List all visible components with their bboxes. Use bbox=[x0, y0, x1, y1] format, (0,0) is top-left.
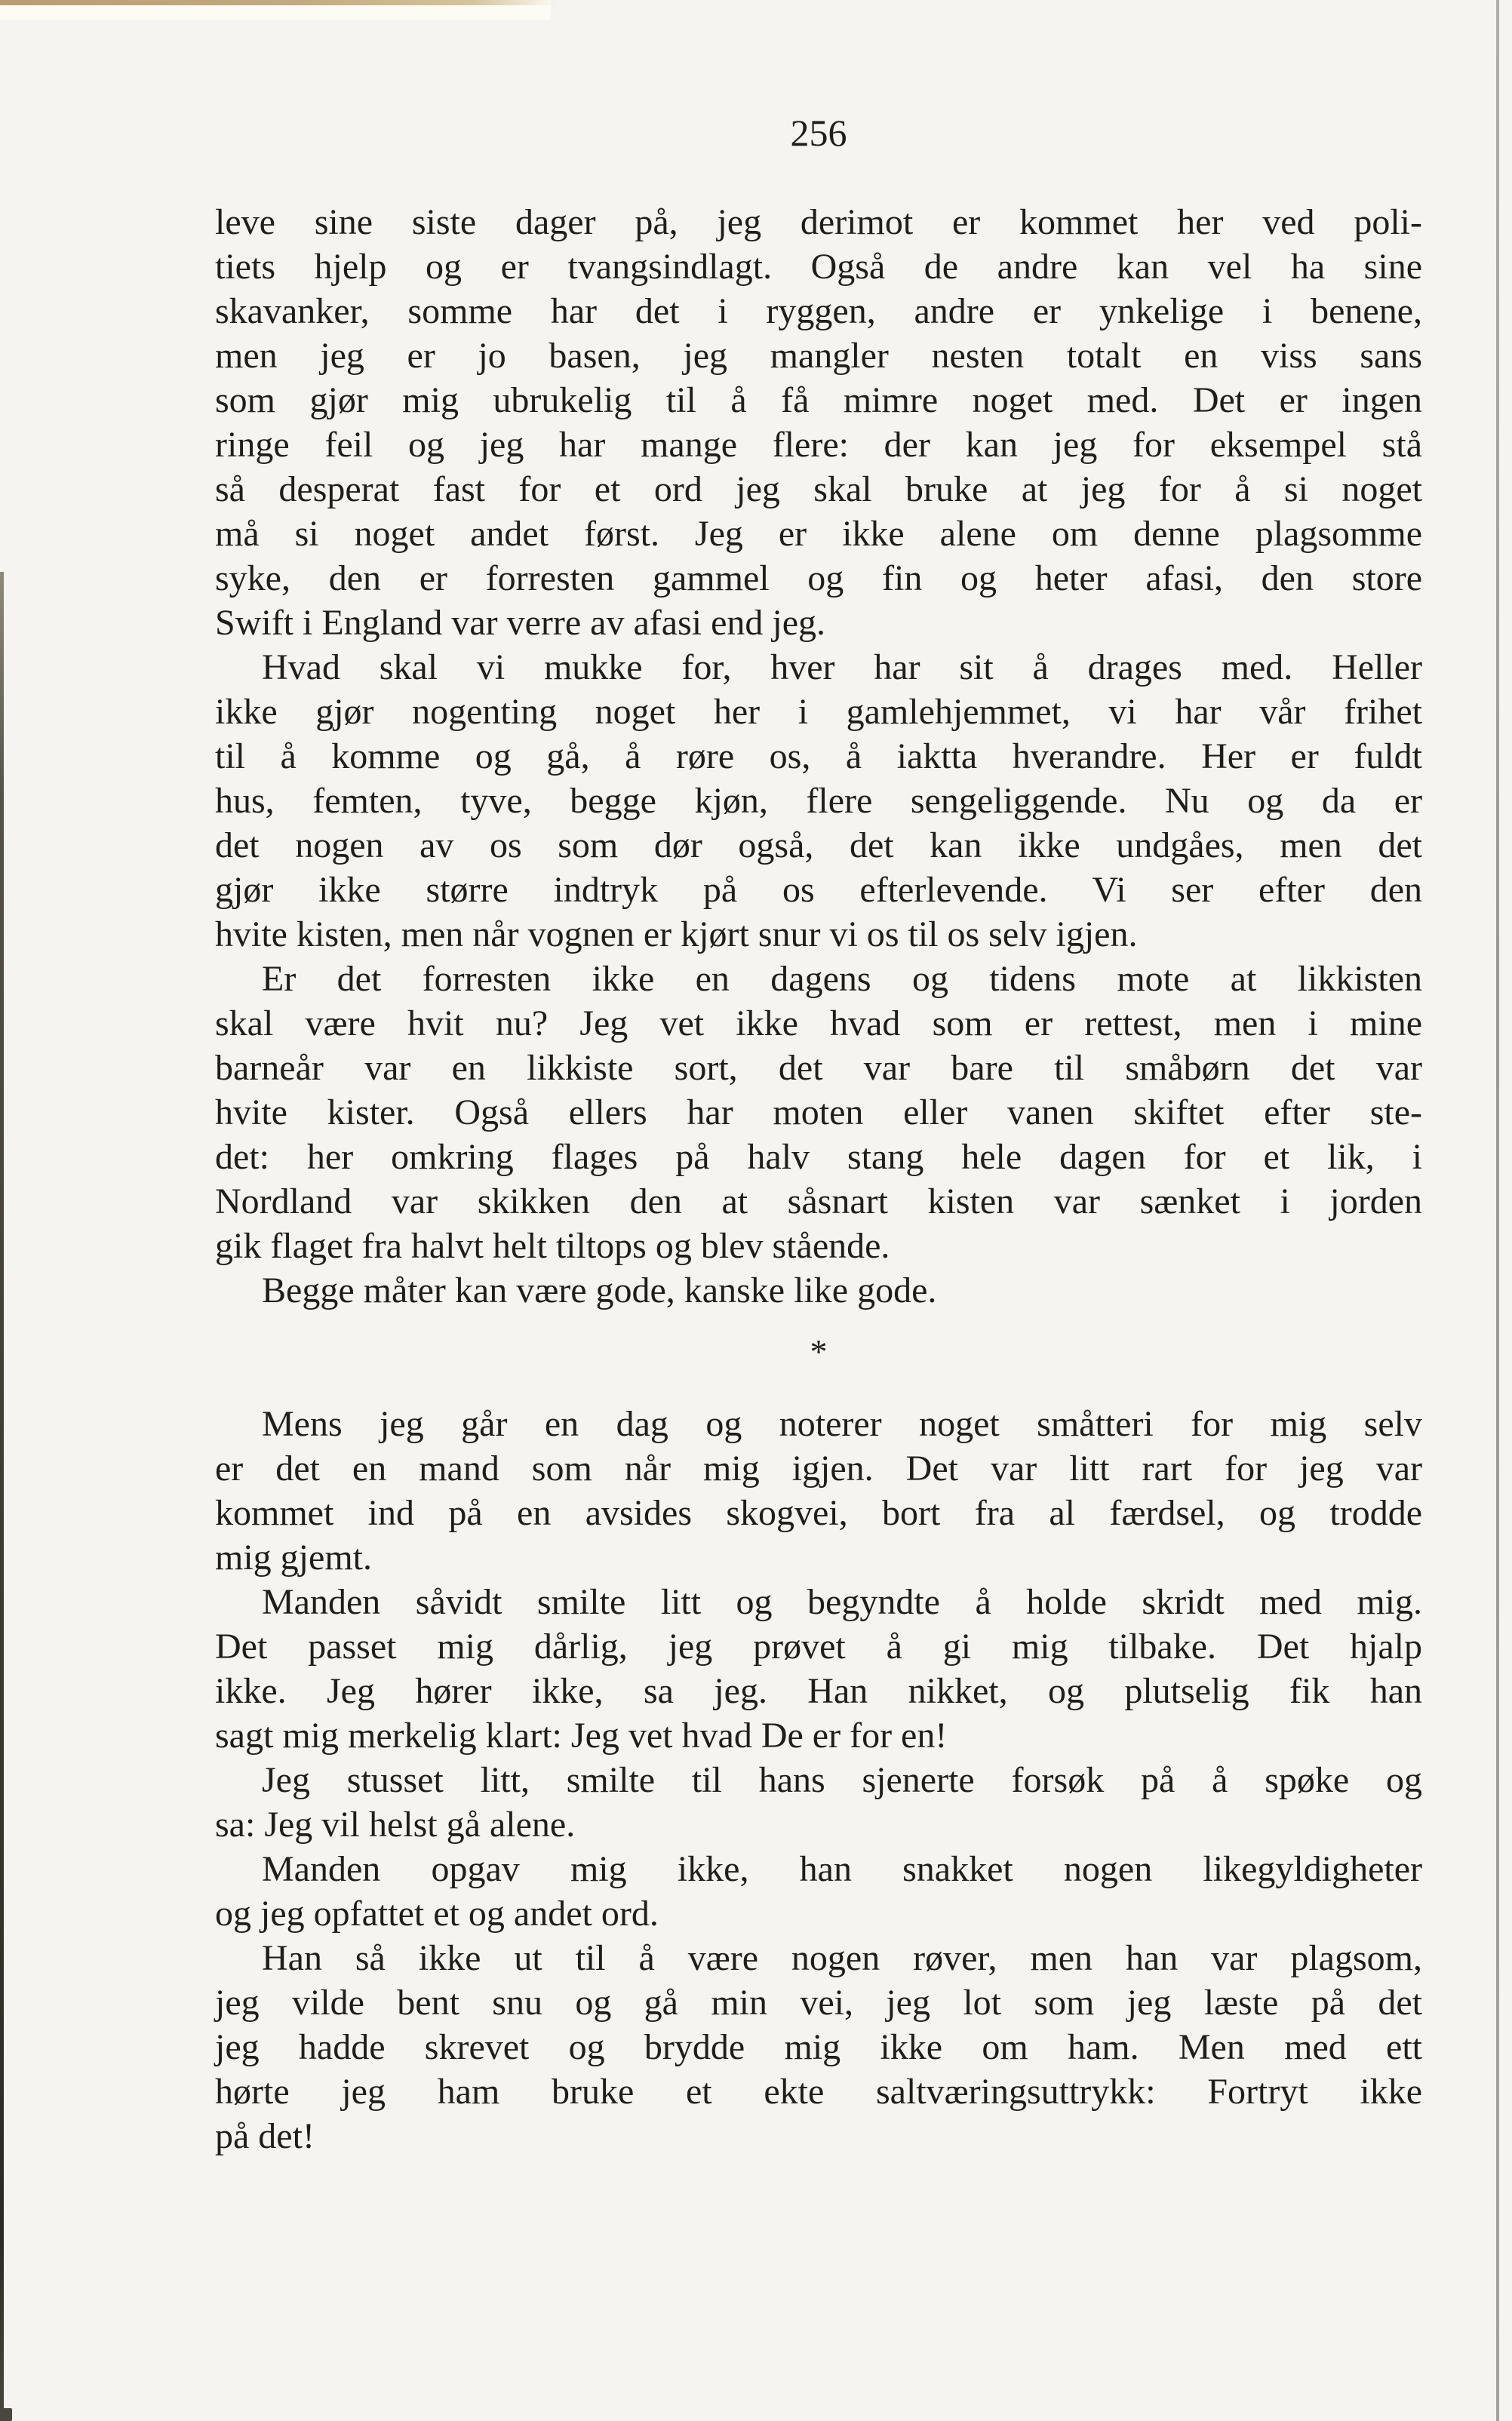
text-line: Han så ikke ut til å være nogen røver, men han var plagsom, bbox=[262, 1938, 1422, 1978]
text-line: hvite kisten, men når vognen er kjørt snur vi os til os selv igjen. bbox=[215, 914, 1138, 954]
text-line: barneår var en likkiste sort, det var bare til småbørn det var bbox=[215, 1048, 1422, 1088]
text-line: ikke. Jeg hører ikke, sa jeg. Han nikket, og plutselig fik han bbox=[215, 1671, 1422, 1711]
text-line: og jeg opfattet et og andet ord. bbox=[215, 1894, 659, 1934]
text-line: Er det forresten ikke en dagens og tidens mote at likkisten bbox=[262, 959, 1422, 999]
text-line: som gjør mig ubrukelig til å få mimre noget med. Det er ingen bbox=[215, 380, 1422, 420]
text-line: så desperat fast for et ord jeg skal bruke at jeg for å si noget bbox=[215, 469, 1422, 509]
text-line: kommet ind på en avsides skogvei, bort fra al færdsel, og trodde bbox=[215, 1493, 1422, 1533]
text-line: skal være hvit nu? Jeg vet ikke hvad som er rettest, men i mine bbox=[215, 1003, 1422, 1043]
text-line: er det en mand som når mig igjen. Det var litt rart for jeg var bbox=[215, 1449, 1422, 1489]
text-line: ikke gjør nogenting noget her i gamlehjemmet, vi har vår frihet bbox=[215, 692, 1422, 732]
text-line: Swift i England var verre av afasi end jeg. bbox=[215, 603, 826, 643]
text-line: Det passet mig dårlig, jeg prøvet å gi mig tilbake. Det hjalp bbox=[215, 1627, 1422, 1667]
scan-edge-right-line bbox=[1496, 0, 1499, 2421]
text-line: sagt mig merkelig klart: Jeg vet hvad De er for en! bbox=[215, 1716, 948, 1756]
text-line: mig gjemt. bbox=[215, 1538, 372, 1578]
scan-edge-left-line bbox=[0, 572, 4, 2421]
text-line: men jeg er jo basen, jeg mangler nesten totalt en viss sans bbox=[215, 336, 1422, 376]
text-line: hus, femten, tyve, begge kjøn, flere sengeliggende. Nu og da er bbox=[215, 781, 1422, 821]
text-line: syke, den er forresten gammel og fin og heter afasi, den store bbox=[215, 558, 1422, 598]
text-line: skavanker, somme har det i ryggen, andre er ynkelige i benene, bbox=[215, 291, 1422, 331]
text-line: må si noget andet først. Jeg er ikke alene om denne plagsomme bbox=[215, 514, 1422, 554]
text-line: sa: Jeg vil helst gå alene. bbox=[215, 1805, 576, 1845]
text-line: til å komme og gå, å røre os, å iaktta hverandre. Her er fuldt bbox=[215, 736, 1422, 776]
text-line: Manden såvidt smilte litt og begyndte å holde skridt med mig. bbox=[262, 1582, 1422, 1622]
text-line: ringe feil og jeg har mange flere: der kan jeg for eksempel stå bbox=[215, 425, 1422, 465]
text-line: Mens jeg går en dag og noterer noget småtteri for mig selv bbox=[262, 1404, 1422, 1444]
page-number: 256 bbox=[790, 112, 847, 154]
text-line: gjør ikke større indtryk på os efterlevende. Vi ser efter den bbox=[215, 870, 1422, 910]
text-line: det: her omkring flages på halv stang hele dagen for et lik, i bbox=[215, 1137, 1422, 1177]
text-line: jeg vilde bent snu og gå min vei, jeg lot som jeg læste på det bbox=[215, 1983, 1422, 2023]
text-line: Hvad skal vi mukke for, hver har sit å drages med. Heller bbox=[262, 647, 1422, 687]
text-line: jeg hadde skrevet og brydde mig ikke om ham. Men med ett bbox=[215, 2027, 1422, 2067]
scan-edge-top-strip bbox=[0, 0, 557, 5]
text-line: leve sine siste dager på, jeg derimot er kommet her ved poli- bbox=[215, 202, 1422, 242]
text-line: det nogen av os som dør også, det kan ikke undgåes, men det bbox=[215, 825, 1422, 865]
text-line: Jeg stusset litt, smilte til hans sjenerte forsøk på å spøke og bbox=[262, 1760, 1422, 1800]
text-line: tiets hjelp og er tvangsindlagt. Også de andre kan vel ha sine bbox=[215, 247, 1422, 287]
text-line: hvite kister. Også ellers har moten eller vanen skiftet efter ste- bbox=[215, 1092, 1422, 1132]
text-line: hørte jeg ham bruke et ekte saltværingsuttrykk: Fortryt ikke bbox=[215, 2072, 1422, 2112]
text-line: på det! bbox=[215, 2116, 315, 2156]
text-line: Nordland var skikken den at såsnart kisten var sænket i jorden bbox=[215, 1181, 1422, 1221]
text-line: Manden opgav mig ikke, han snakket nogen likegyldigheter bbox=[262, 1849, 1422, 1889]
scan-edge-corner-smudge bbox=[0, 2408, 12, 2421]
section-separator-asterisk: * bbox=[810, 1332, 828, 1371]
text-line: Begge måter kan være gode, kanske like gode. bbox=[262, 1270, 937, 1310]
text-line: gik flaget fra halvt helt tiltops og blev stående. bbox=[215, 1226, 890, 1266]
text-block-2 bbox=[215, 1402, 1422, 2158]
text-block-1 bbox=[215, 200, 1422, 1313]
